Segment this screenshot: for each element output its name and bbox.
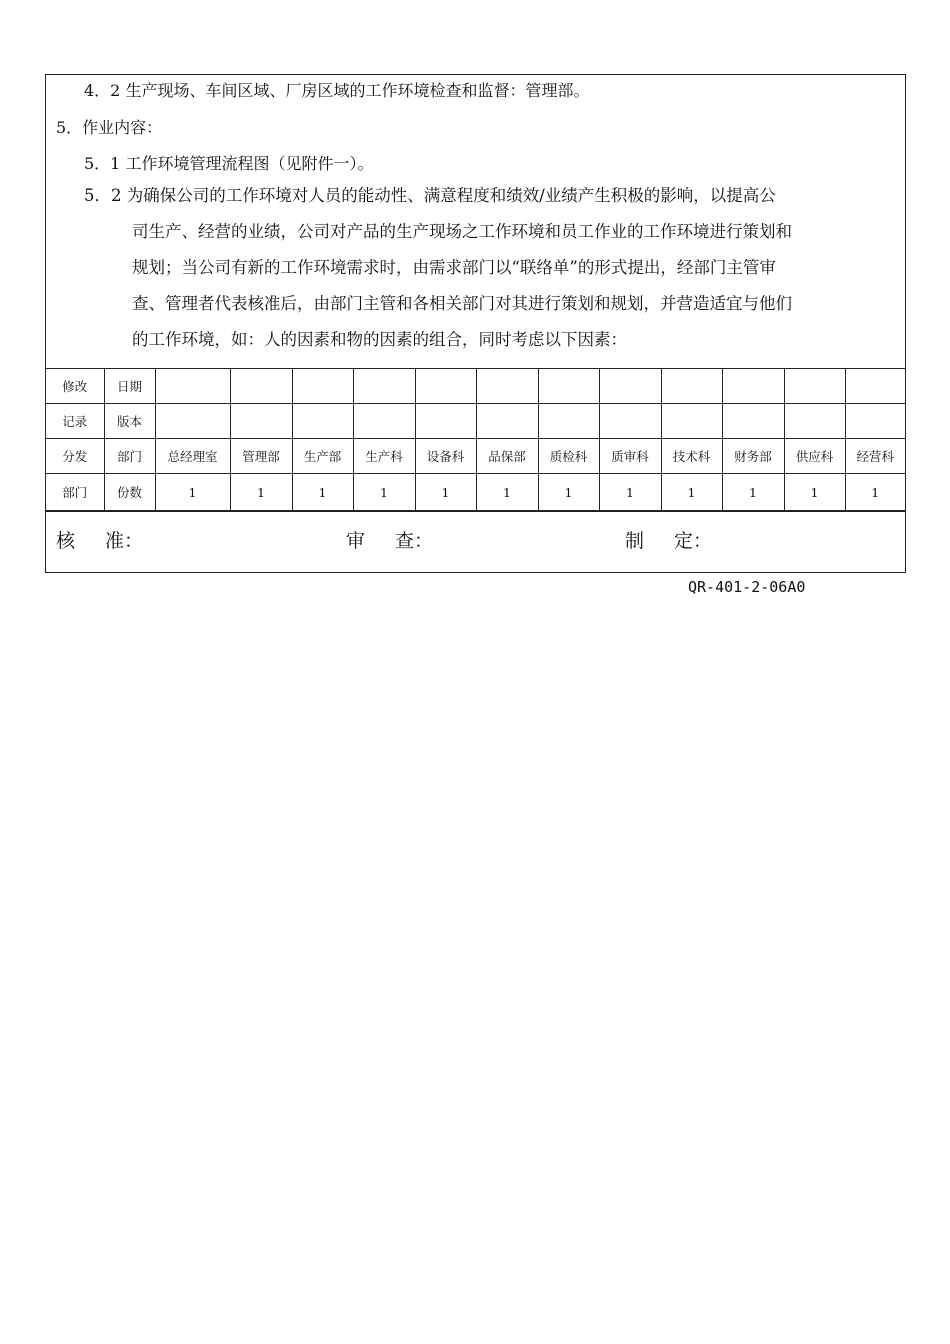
version-cell[interactable] (292, 404, 353, 439)
revision-label: 修改 (46, 369, 104, 404)
department-cell: 技术科 (661, 439, 722, 474)
department-cell: 生产部 (292, 439, 353, 474)
date-label: 日期 (104, 369, 155, 404)
department-cell: 经营科 (845, 439, 905, 474)
item-5-2-line-4: 查、管理者代表核准后，由部门主管和各相关部门对其进行策划和规划，并营造适宜与他们 (132, 294, 792, 313)
copies-cell: 1 (599, 474, 661, 511)
distribution-label: 分发 (46, 439, 104, 474)
revision-date-row (46, 369, 905, 404)
review-field[interactable] (346, 526, 433, 553)
copies-label: 份数 (104, 474, 155, 511)
revision-distribution-table (46, 369, 905, 511)
prepare-label-2: 定： (674, 530, 713, 552)
date-cell[interactable] (538, 369, 599, 404)
department-cell: 管理部 (230, 439, 292, 474)
department-cell: 财务部 (722, 439, 784, 474)
copies-cell: 1 (722, 474, 784, 511)
copies-cell: 1 (538, 474, 599, 511)
date-cell[interactable] (784, 369, 845, 404)
section-5-heading: 5．作业内容： (56, 118, 163, 137)
version-cell[interactable] (353, 404, 415, 439)
revision-version-row (46, 404, 905, 439)
signature-row (46, 511, 905, 572)
item-5-1: 5．1 工作环境管理流程图（见附件一）。 (84, 154, 374, 173)
item-5-2-line-5: 的工作环境，如：人的因素和物的因素的组合，同时考虑以下因素： (132, 330, 627, 349)
date-cell[interactable] (661, 369, 722, 404)
approve-label-2: 准： (105, 530, 144, 552)
prepare-field[interactable] (625, 526, 712, 553)
copies-row (46, 474, 905, 511)
date-cell[interactable] (353, 369, 415, 404)
prepare-label-1: 制 (625, 530, 645, 552)
department-label: 部门 (104, 439, 155, 474)
version-cell[interactable] (784, 404, 845, 439)
item-5-2-line-3: 规划；当公司有新的工作环境需求时，由需求部门以“联络单”的形式提出，经部门主管审 (132, 258, 776, 277)
version-cell[interactable] (230, 404, 292, 439)
version-cell[interactable] (845, 404, 905, 439)
review-label-2: 查： (395, 530, 434, 552)
version-cell[interactable] (661, 404, 722, 439)
date-cell[interactable] (599, 369, 661, 404)
item-5-2 (84, 178, 897, 358)
version-cell[interactable] (599, 404, 661, 439)
item-4-2: 4．2 生产现场、车间区域、厂房区域的工作环境检查和监督：管理部。 (84, 81, 590, 100)
department-row (46, 439, 905, 474)
date-cell[interactable] (292, 369, 353, 404)
procedure-content (46, 75, 905, 369)
copies-cell: 1 (661, 474, 722, 511)
copies-cell: 1 (353, 474, 415, 511)
review-label-1: 审 (346, 530, 366, 552)
approve-label-1: 核 (56, 530, 76, 552)
department-cell: 供应科 (784, 439, 845, 474)
department-cell: 质检科 (538, 439, 599, 474)
department-cell: 总经理室 (155, 439, 230, 474)
date-cell[interactable] (155, 369, 230, 404)
copies-cell: 1 (292, 474, 353, 511)
version-cell[interactable] (538, 404, 599, 439)
copies-cell: 1 (230, 474, 292, 511)
department-cell: 品保部 (476, 439, 538, 474)
item-5-2-line-2: 司生产、经营的业绩，公司对产品的生产现场之工作环境和员工作业的工作环境进行策划和 (132, 222, 792, 241)
department-cell: 生产科 (353, 439, 415, 474)
version-cell[interactable] (415, 404, 476, 439)
form-code: QR-401-2-06A0 (688, 578, 806, 596)
copies-cell: 1 (845, 474, 905, 511)
copies-cell: 1 (476, 474, 538, 511)
distribution-label-2: 部门 (46, 474, 104, 511)
revision-label-2: 记录 (46, 404, 104, 439)
date-cell[interactable] (845, 369, 905, 404)
version-cell[interactable] (722, 404, 784, 439)
date-cell[interactable] (230, 369, 292, 404)
date-cell[interactable] (476, 369, 538, 404)
approve-field[interactable] (56, 526, 143, 553)
date-cell[interactable] (415, 369, 476, 404)
version-cell[interactable] (476, 404, 538, 439)
version-cell[interactable] (155, 404, 230, 439)
version-label: 版本 (104, 404, 155, 439)
department-cell: 设备科 (415, 439, 476, 474)
copies-cell: 1 (155, 474, 230, 511)
department-cell: 质审科 (599, 439, 661, 474)
document-frame (45, 74, 906, 573)
copies-cell: 1 (415, 474, 476, 511)
date-cell[interactable] (722, 369, 784, 404)
copies-cell: 1 (784, 474, 845, 511)
item-5-2-line-1: 5．2 为确保公司的工作环境对人员的能动性、满意程度和绩效/业绩产生积极的影响，以提高公 (84, 186, 776, 205)
